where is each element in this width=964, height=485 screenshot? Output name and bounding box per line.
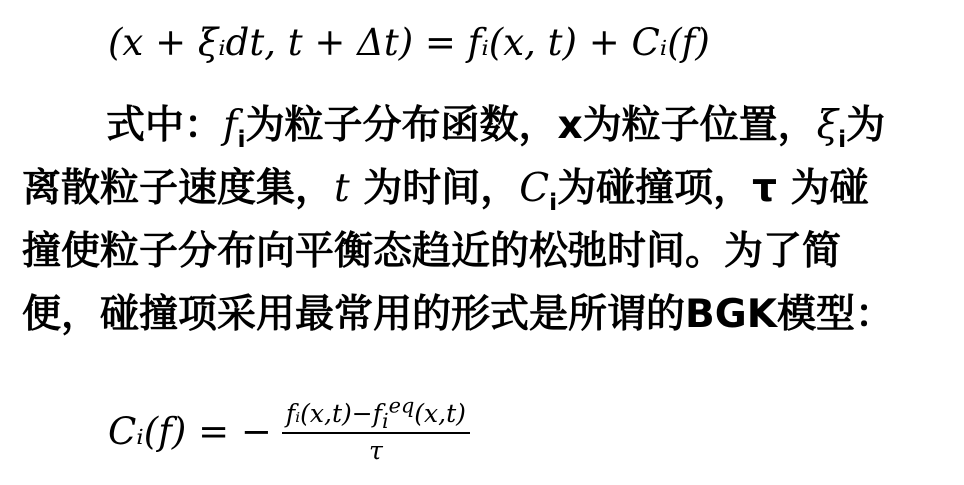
description-paragraph: [22, 94, 952, 346]
bgk-fraction: [282, 393, 470, 465]
paragraph-line-1: 式中：$f_i$为粒子分布函数，x为粒子位置，$\xi_i$为: [106, 103, 886, 153]
lbm-evolution-equation: (x + ξᵢdt, t + Δt) = fᵢ(x, t) + Cᵢ(f): [108, 21, 710, 64]
bgk-lhs: Cᵢ(f) = −: [108, 410, 272, 453]
bgk-collision-equation: [108, 384, 470, 479]
bgk-numerator: $fᵢ(x,t)-f_i^{eq}(x,t)$: [282, 399, 470, 434]
bgk-denominator: τ: [368, 435, 383, 465]
paragraph-line-4: 便，碰撞项采用最常用的形式是所谓的BGK模型：: [22, 292, 894, 337]
paragraph-line-2: 离散粒子速度集，t 为时间，$C_i$为碰撞项，τ 为碰: [22, 166, 869, 216]
paragraph-line-3: 撞使粒子分布向平衡态趋近的松弛时间。为了简: [22, 229, 842, 274]
